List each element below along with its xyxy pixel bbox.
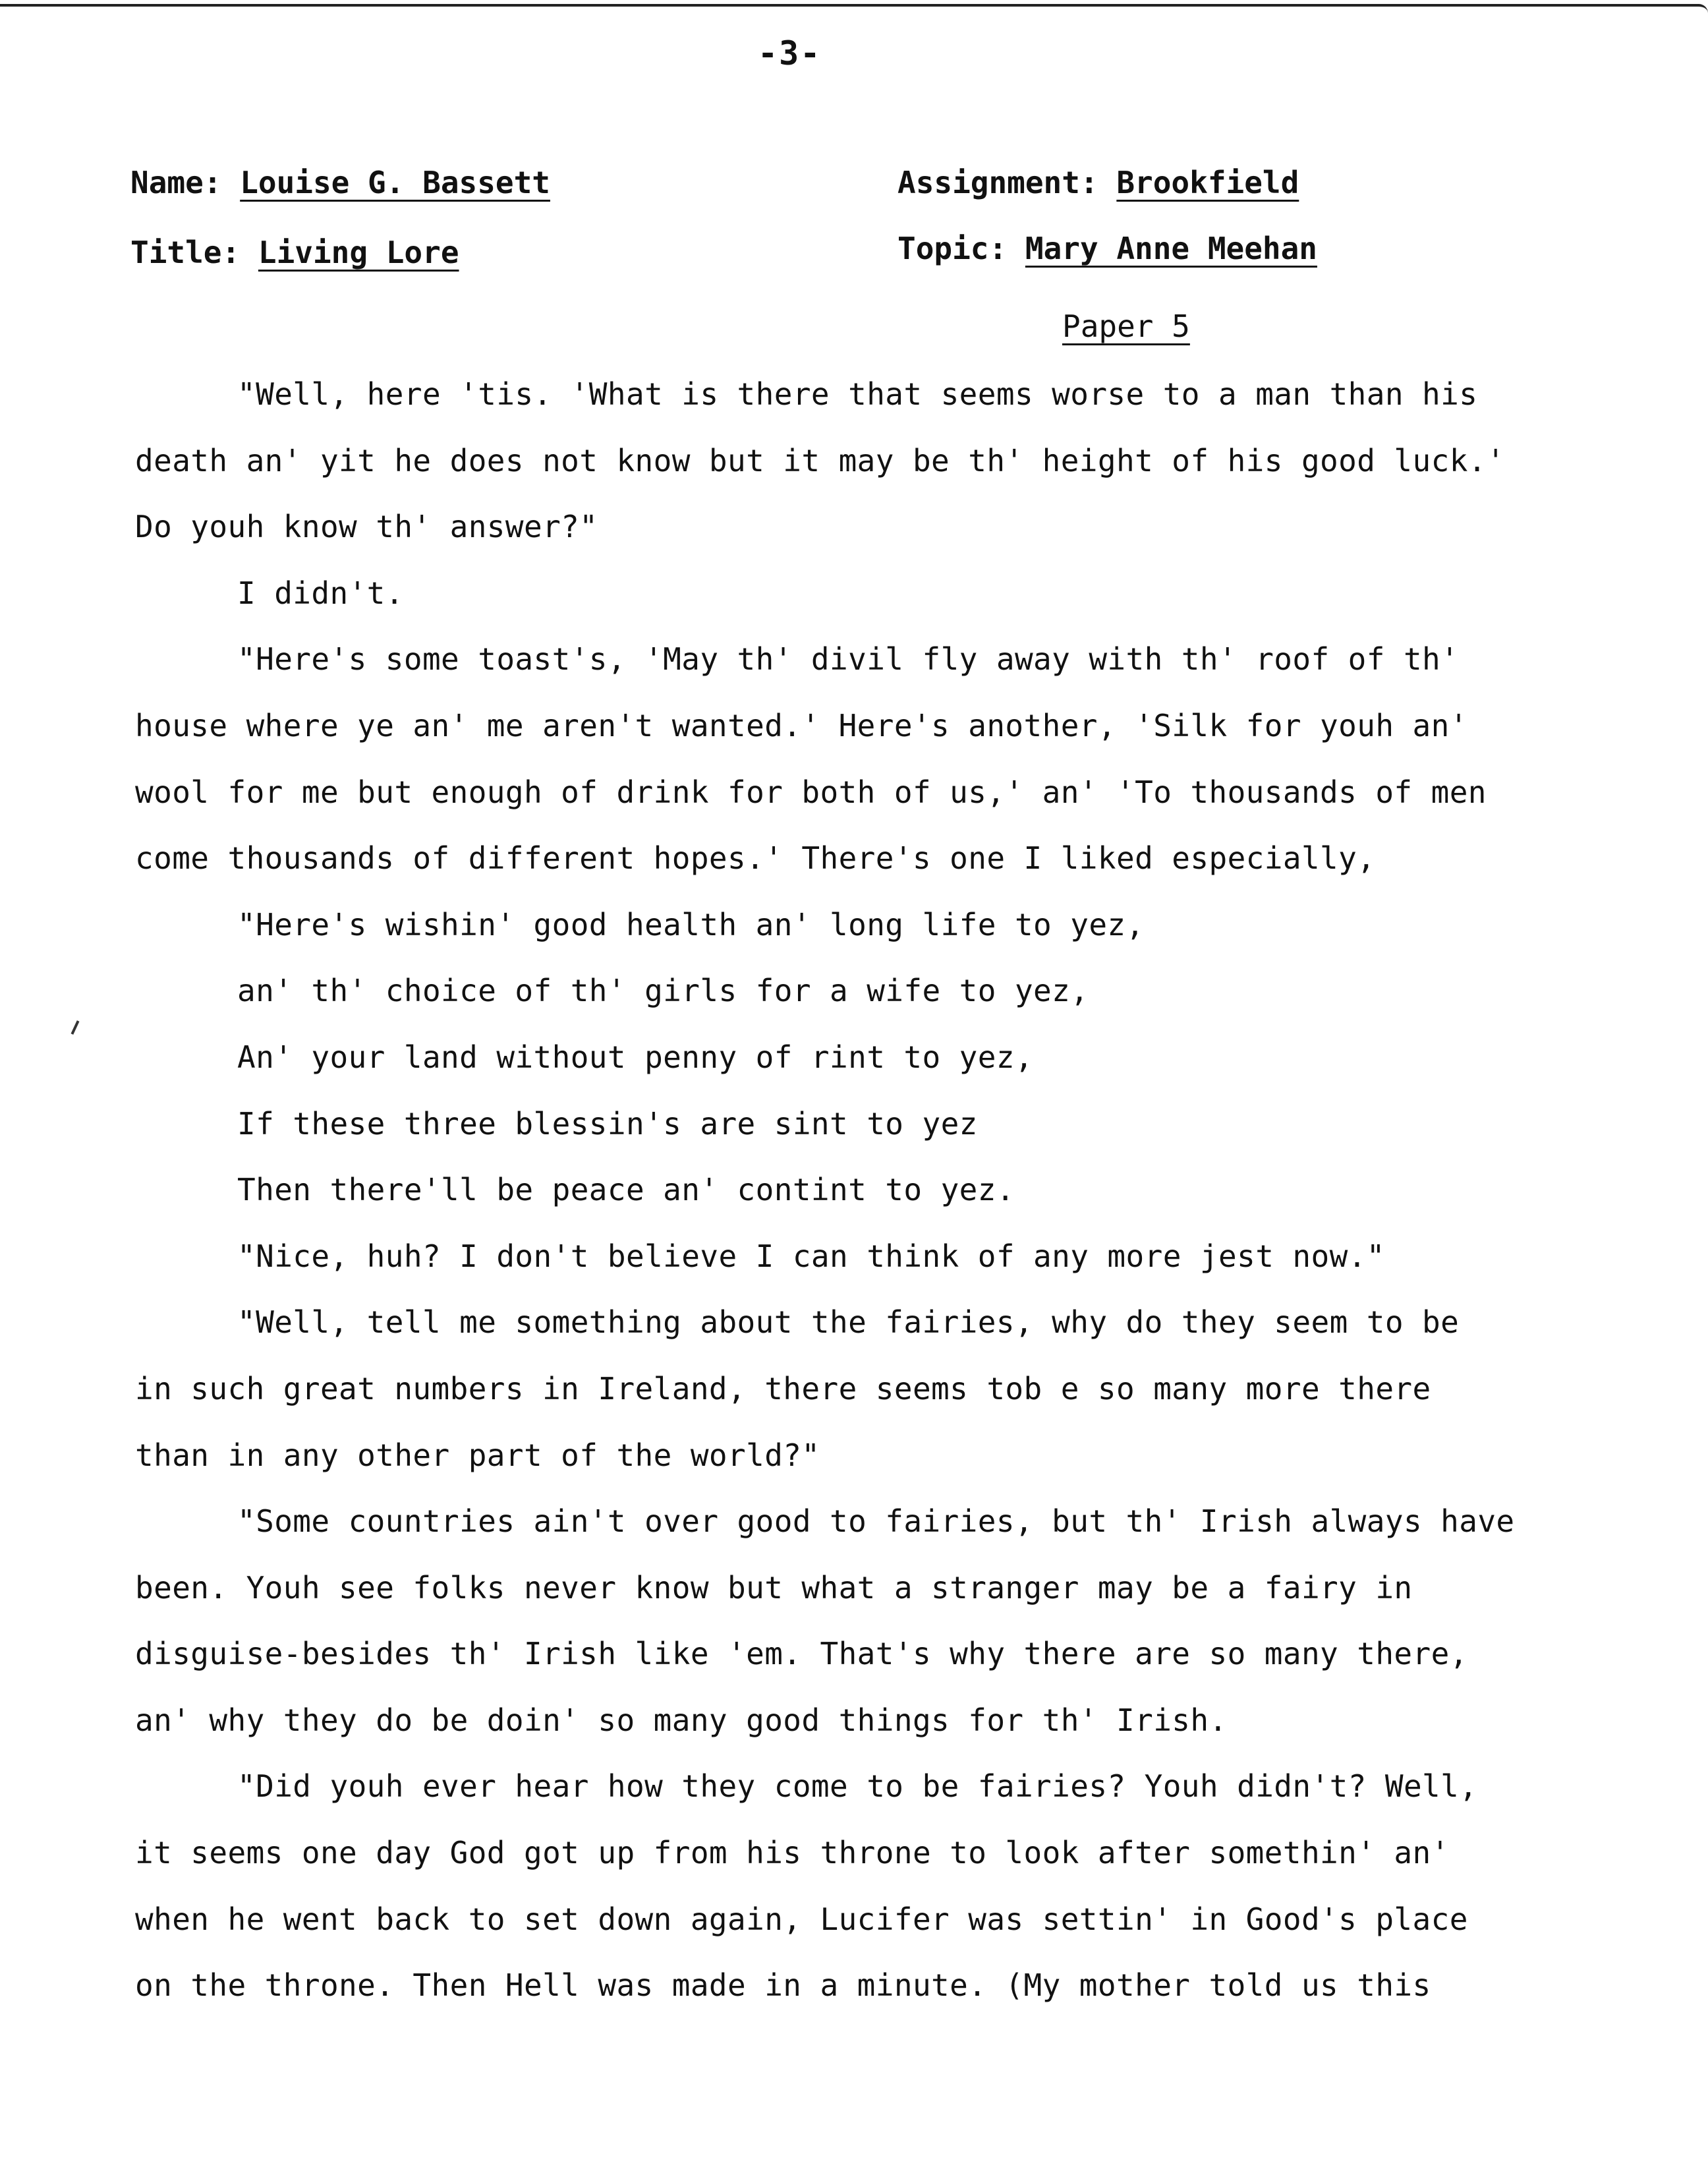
title-value: Living Lore (258, 235, 459, 270)
body-line: wool for me but enough of drink for both of us,' an' 'To thousands of men (135, 774, 1487, 810)
body-line: disguise-besides th' Irish like 'em. That's why there are so many there, (135, 1636, 1468, 1672)
topic-label: Topic: (897, 231, 1008, 266)
name-field (130, 165, 550, 200)
poem-line: An' your land without penny of rint to yez, (237, 1039, 1034, 1075)
topic-field (897, 231, 1317, 266)
paper-label: Paper 5 (1062, 308, 1190, 344)
title-label: Title: (130, 235, 241, 270)
assignment-label: Assignment: (897, 165, 1098, 200)
body-line: house where ye an' me aren't wanted.' Here's another, 'Silk for youh an' (135, 707, 1468, 743)
poem-line: an' th' choice of th' girls for a wife to yez, (237, 973, 1089, 1009)
body-line: "Did youh ever hear how they come to be fairies? Youh didn't? Well, (237, 1768, 1478, 1805)
topic-value: Mary Anne Meehan (1025, 231, 1317, 266)
body-line: on the throne. Then Hell was made in a minute. (My mother told us this (135, 1967, 1431, 2004)
body-line: come thousands of different hopes.' There's one I liked especially, (135, 840, 1376, 877)
assignment-field (897, 165, 1299, 200)
body-line: I didn't. (237, 575, 404, 611)
name-value: Louise G. Bassett (240, 165, 550, 200)
body-line: than in any other part of the world?" (135, 1437, 820, 1473)
poem-line: "Here's wishin' good health an' long life to yez, (237, 906, 1145, 942)
body-line: "Here's some toast's, 'May th' divil fly away with th' roof of th' (237, 641, 1460, 678)
poem-line: If these three blessin's are sint to yez (237, 1105, 978, 1142)
poem-line: Then there'll be peace an' contint to yez. (237, 1172, 1015, 1208)
body-line: when he went back to set down again, Lucifer was settin' in Good's place (135, 1901, 1468, 1937)
body-line: "Nice, huh? I don't believe I can think of any more jest now." (237, 1238, 1385, 1274)
title-field (130, 235, 459, 270)
body-line: death an' yit he does not know but it may be th' height of his good luck.' (135, 442, 1505, 478)
assignment-value: Brookfield (1116, 165, 1299, 200)
body-line: "Some countries ain't over good to fairies, but th' Irish always have (237, 1503, 1515, 1540)
name-label: Name: (130, 165, 222, 200)
body-text (135, 361, 1618, 2019)
margin-mark (71, 1020, 80, 1035)
body-line: been. Youh see folks never know but what a stranger may be a fairy in (135, 1569, 1413, 1606)
body-line: it seems one day God got up from his throne to look after somethin' an' (135, 1835, 1450, 1871)
body-line: "Well, tell me something about the fairies, why do they seem to be (237, 1304, 1460, 1341)
top-rule (0, 4, 1708, 13)
body-line: Do youh know th' answer?" (135, 509, 598, 545)
body-line: "Well, here 'tis. 'What is there that seems worse to a man than his (237, 376, 1478, 412)
body-line: an' why they do be doin' so many good things for th' Irish. (135, 1702, 1228, 1738)
page-number: -3- (758, 34, 822, 72)
body-line: in such great numbers in Ireland, there seems tob e so many more there (135, 1370, 1431, 1406)
